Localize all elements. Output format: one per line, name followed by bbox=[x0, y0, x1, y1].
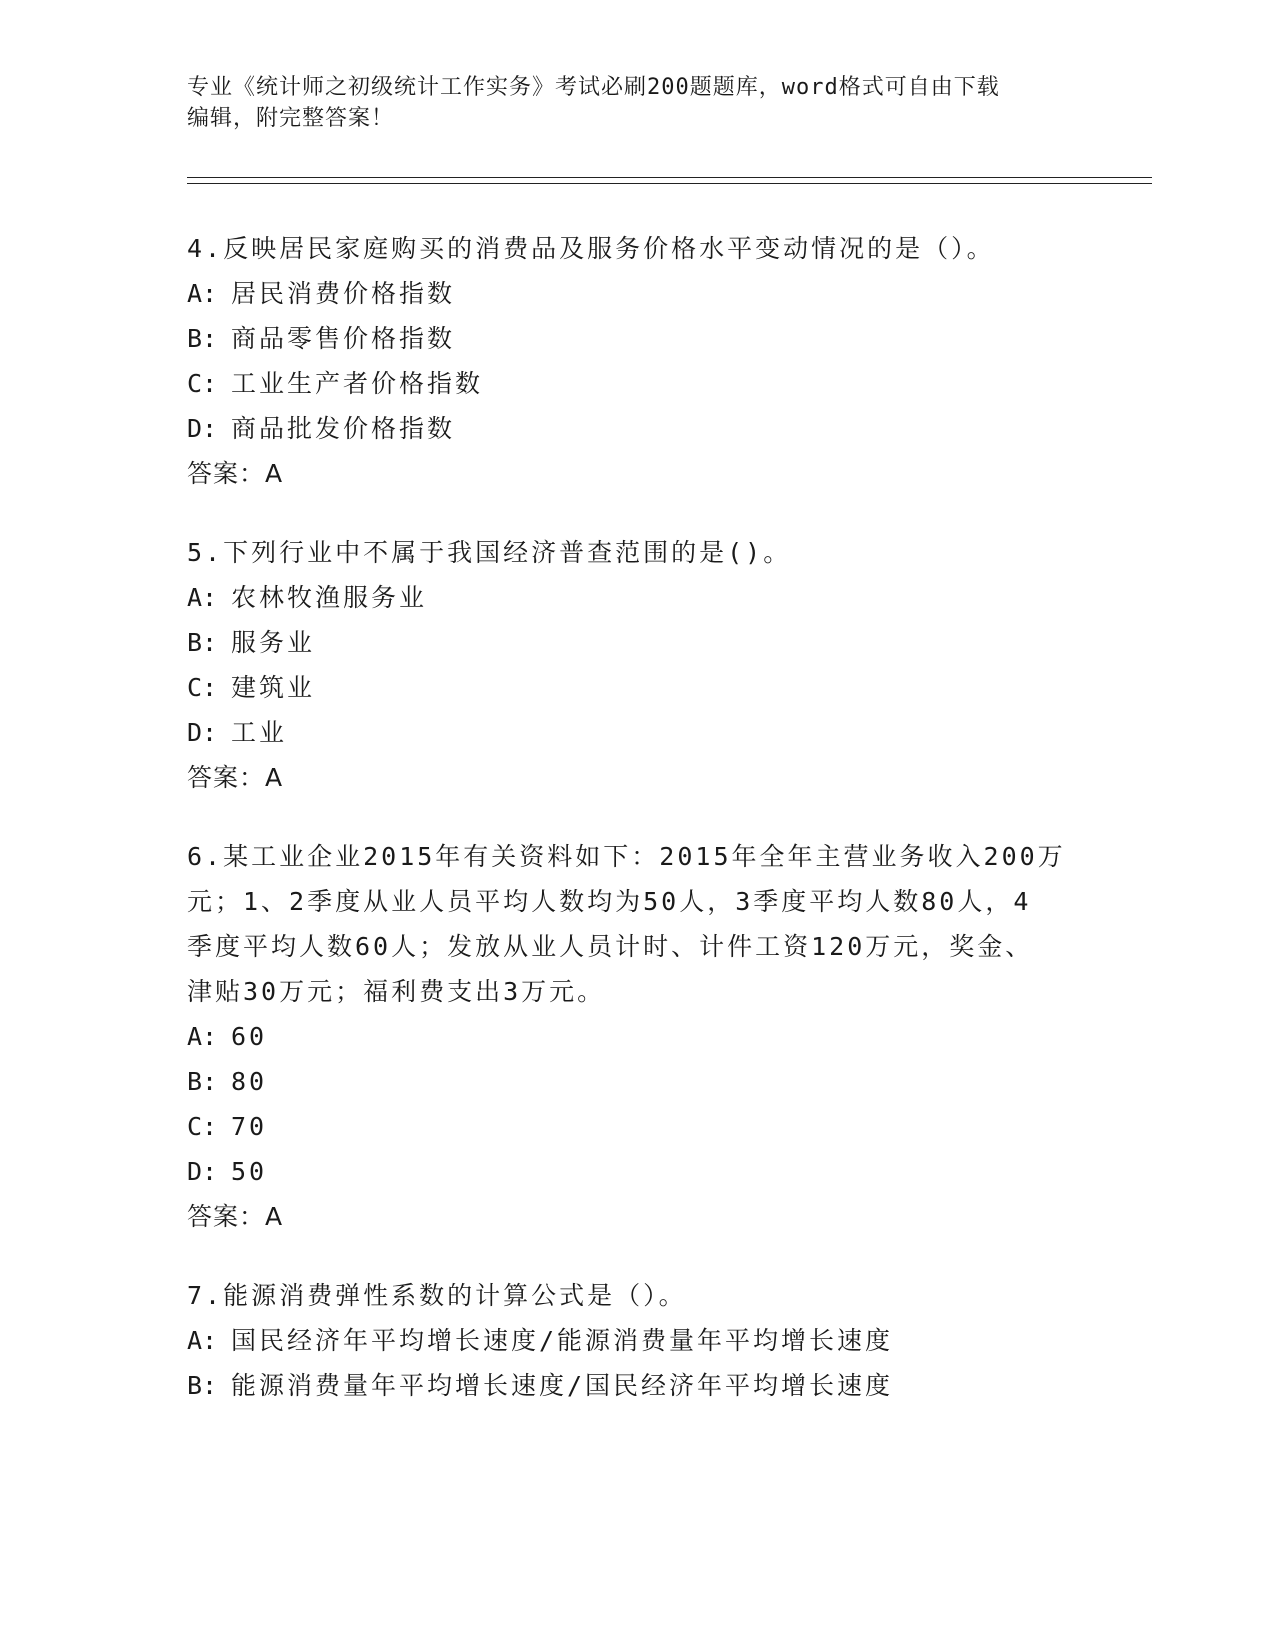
question-stem: 5.下列行业中不属于我国经济普查范围的是()。 bbox=[187, 538, 792, 567]
header-divider-bottom bbox=[187, 183, 1152, 184]
option-text: 工业 bbox=[231, 718, 288, 747]
option-c bbox=[187, 361, 1087, 406]
option-text: 商品零售价格指数 bbox=[231, 324, 456, 353]
option-letter: B: bbox=[187, 1371, 218, 1400]
question-5 bbox=[187, 530, 1087, 800]
header-line-1: 专业《统计师之初级统计工作实务》考试必刷200题题库，word格式可自由下载 bbox=[187, 75, 1000, 100]
option-text: 50 bbox=[231, 1157, 268, 1186]
option-letter: A: bbox=[187, 1326, 218, 1355]
question-stem-line: 6.某工业企业2015年有关资料如下：2015年全年主营业务收入200万 bbox=[187, 842, 1066, 871]
header-divider-top bbox=[187, 177, 1152, 178]
option-letter: A: bbox=[187, 1022, 218, 1051]
option-a bbox=[187, 1014, 1087, 1059]
document-header bbox=[187, 72, 1087, 134]
option-a bbox=[187, 575, 1087, 620]
option-letter: B: bbox=[187, 1067, 218, 1096]
question-stem-line: 季度平均人数60人；发放从业人员计时、计件工资120万元，奖金、 bbox=[187, 932, 1034, 961]
question-stem-line: 元；1、2季度从业人员平均人数均为50人，3季度平均人数80人，4 bbox=[187, 887, 1032, 916]
option-c bbox=[187, 1104, 1087, 1149]
option-text: 60 bbox=[231, 1022, 268, 1051]
option-text: 农林牧渔服务业 bbox=[231, 583, 428, 612]
option-text: 商品批发价格指数 bbox=[231, 414, 456, 443]
option-text: 建筑业 bbox=[231, 673, 316, 702]
option-d bbox=[187, 406, 1087, 451]
question-list bbox=[187, 226, 1087, 1442]
option-letter: C: bbox=[187, 673, 218, 702]
option-text: 80 bbox=[231, 1067, 268, 1096]
option-b bbox=[187, 316, 1087, 361]
answer-text: 答案：A bbox=[187, 459, 284, 488]
option-b bbox=[187, 1363, 1087, 1408]
option-letter: C: bbox=[187, 1112, 218, 1141]
option-letter: D: bbox=[187, 718, 218, 747]
option-letter: B: bbox=[187, 628, 218, 657]
option-b bbox=[187, 620, 1087, 665]
option-text: 70 bbox=[231, 1112, 268, 1141]
option-text: 服务业 bbox=[231, 628, 316, 657]
question-stem-line: 津贴30万元；福利费支出3万元。 bbox=[187, 977, 606, 1006]
option-text: 居民消费价格指数 bbox=[231, 279, 456, 308]
option-letter: D: bbox=[187, 414, 218, 443]
option-text: 能源消费量年平均增长速度/国民经济年平均增长速度 bbox=[231, 1371, 894, 1400]
option-text: 国民经济年平均增长速度/能源消费量年平均增长速度 bbox=[231, 1326, 894, 1355]
option-a bbox=[187, 271, 1087, 316]
question-4 bbox=[187, 226, 1087, 496]
option-a bbox=[187, 1318, 1087, 1363]
answer-text: 答案：A bbox=[187, 1202, 284, 1231]
question-stem: 4.反映居民家庭购买的消费品及服务价格水平变动情况的是（）。 bbox=[187, 234, 995, 263]
option-d bbox=[187, 710, 1087, 755]
question-6 bbox=[187, 834, 1087, 1239]
option-c bbox=[187, 665, 1087, 710]
option-letter: A: bbox=[187, 279, 218, 308]
option-b bbox=[187, 1059, 1087, 1104]
option-letter: C: bbox=[187, 369, 218, 398]
option-letter: A: bbox=[187, 583, 218, 612]
option-text: 工业生产者价格指数 bbox=[231, 369, 484, 398]
option-d bbox=[187, 1149, 1087, 1194]
question-stem bbox=[187, 834, 1087, 1014]
question-7 bbox=[187, 1273, 1087, 1408]
header-line-2: 编辑，附完整答案！ bbox=[187, 106, 395, 131]
option-letter: D: bbox=[187, 1157, 218, 1186]
question-stem: 7.能源消费弹性系数的计算公式是（）。 bbox=[187, 1281, 687, 1310]
option-letter: B: bbox=[187, 324, 218, 353]
answer-text: 答案：A bbox=[187, 763, 284, 792]
